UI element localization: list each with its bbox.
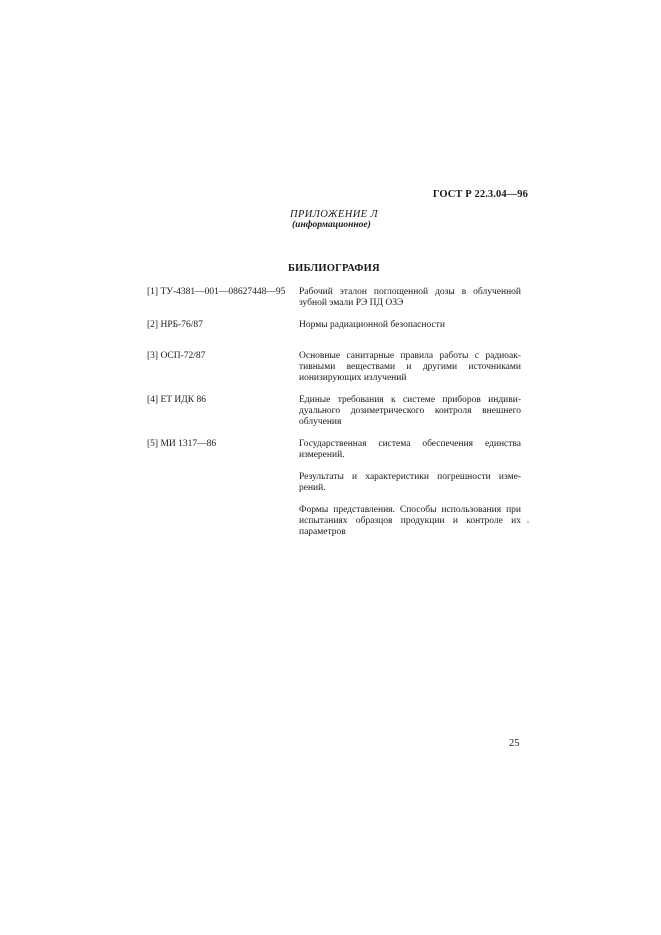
stray-mark: , (527, 515, 529, 524)
bibliography-ref: [5] МИ 1317—86 (147, 439, 217, 449)
appendix-heading (290, 209, 378, 231)
bibliography-desc-paragraph: Результаты и характеристики погрешности изме- рений. (299, 472, 521, 493)
appendix-title: ПРИЛОЖЕНИЕ Л (290, 209, 379, 220)
bibliography-item (147, 351, 521, 384)
bibliography-desc-paragraph: Единые требования к системе приборов индиви- дуального дозиметрического контроля внешнего облучения (299, 395, 521, 427)
bibliography-ref: [1] ТУ-4381—001—08627448—95 (147, 287, 286, 297)
page-number: 25 (509, 738, 520, 749)
bibliography-ref: [4] ЕТ ИДК 86 (147, 395, 206, 405)
bibliography-desc (299, 395, 521, 428)
bibliography-desc (299, 439, 521, 538)
bibliography-ref: [2] НРБ-76/87 (147, 320, 203, 330)
bibliography-desc (299, 351, 521, 384)
bibliography-desc (299, 320, 521, 331)
bibliography-desc (299, 287, 521, 309)
bibliography-ref: [3] ОСП-72/87 (147, 351, 206, 361)
bibliography-item (147, 287, 521, 309)
bibliography-desc-paragraph: Государственная система обеспечения единства измерений. (299, 439, 521, 460)
bibliography-item (147, 395, 521, 428)
bibliography-desc-paragraph: Основные санитарные правила работы с радиоак- тивными веществами и другими источниками ионизирующих излучений (299, 351, 521, 383)
bibliography-item (147, 320, 521, 340)
bibliography-desc-paragraph: Формы представления. Способы использования при испытаниях образцов продукции и контроле их параметров (299, 505, 521, 537)
bibliography-desc-paragraph: Нормы радиационной безопасности (299, 320, 445, 330)
appendix-subtitle: (информационное) (292, 220, 371, 230)
document-code: ГОСТ Р 22.3.04—96 (432, 189, 528, 200)
bibliography-title: БИБЛИОГРАФИЯ (288, 263, 380, 274)
bibliography-desc-paragraph: Рабочий эталон поглощенной дозы в облученной зубной эмали РЭ ПД ОЗЭ (299, 287, 521, 308)
bibliography-item (147, 439, 521, 538)
bibliography-list (147, 287, 521, 549)
